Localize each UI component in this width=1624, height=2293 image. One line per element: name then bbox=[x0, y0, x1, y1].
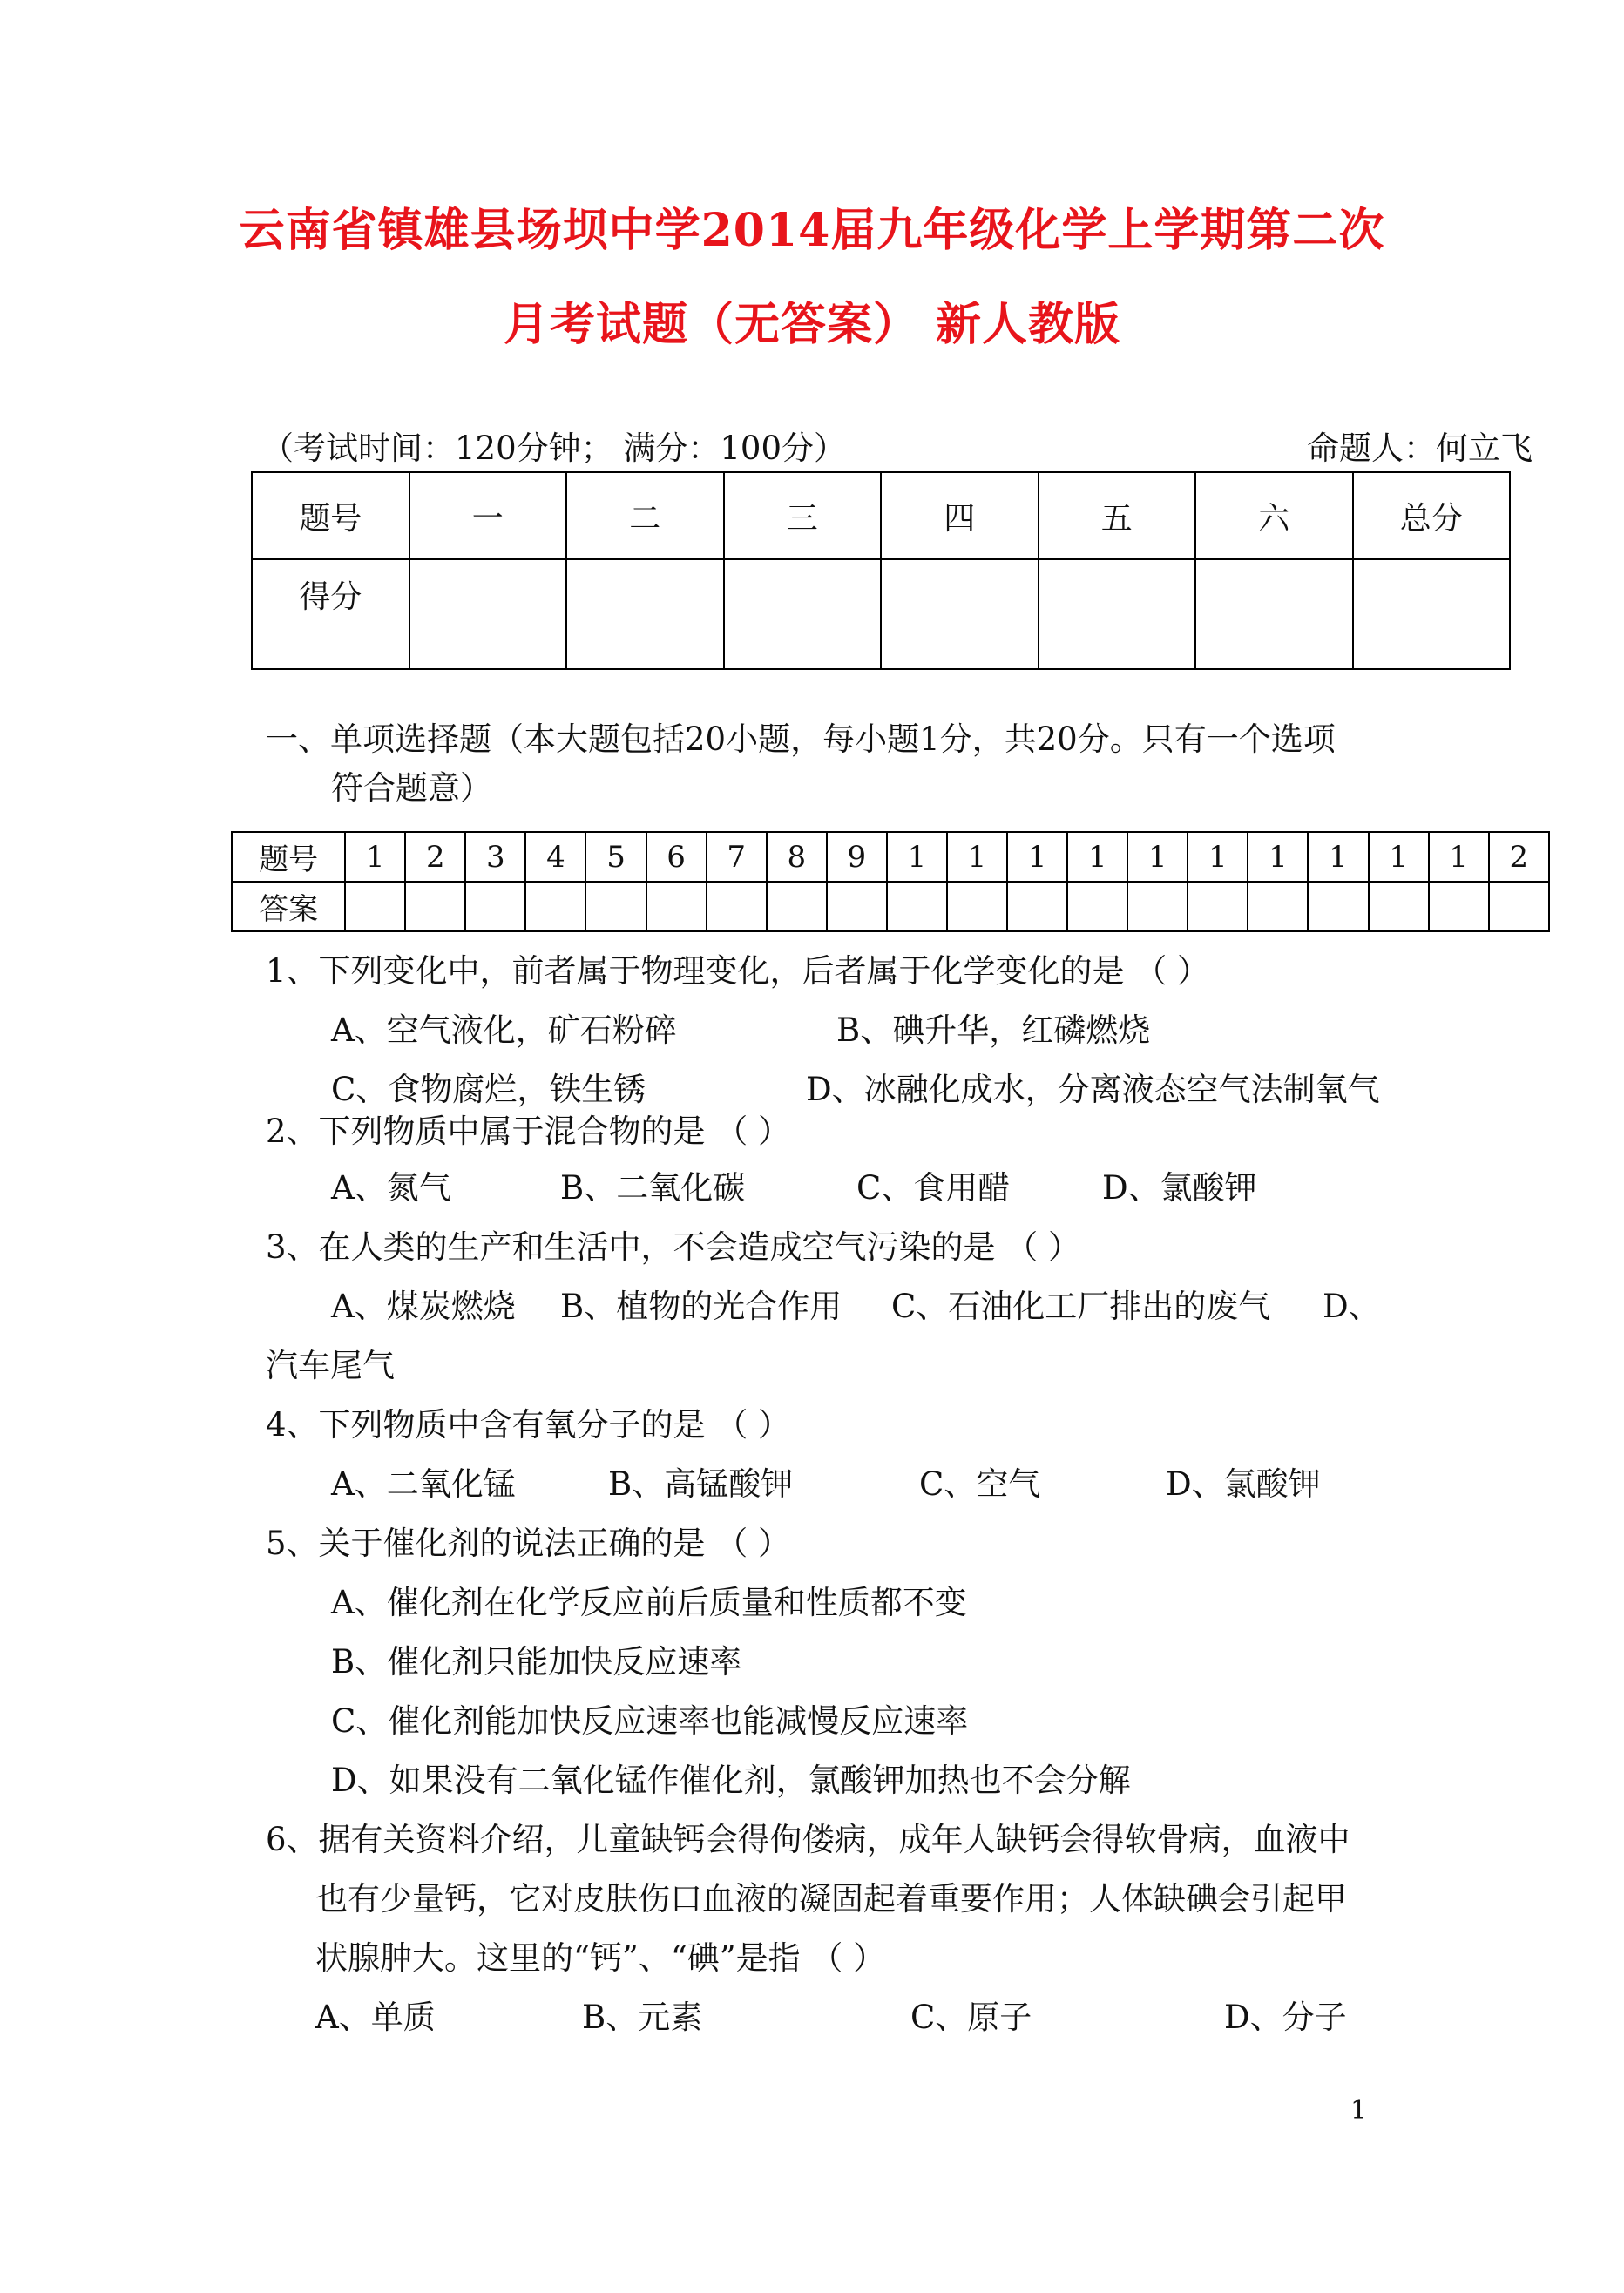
answer-cell[interactable] bbox=[1007, 882, 1067, 931]
table-cell: 三 bbox=[724, 472, 882, 559]
table-cell: 五 bbox=[1039, 472, 1196, 559]
question-2-option-b: B、二氧化碳 bbox=[560, 1169, 746, 1207]
question-6-stem-line-3: 状腺肿大。这里的“钙”、“碘”是指 （ ） bbox=[315, 1939, 886, 1977]
answer-cell[interactable] bbox=[1308, 882, 1368, 931]
score-cell[interactable] bbox=[724, 559, 882, 669]
question-number-cell: 1 bbox=[1308, 832, 1368, 882]
question-6-option-b: B、元素 bbox=[582, 1999, 703, 2036]
title-line-1: 云南省镇雄县场坝中学2014届九年级化学上学期第二次 bbox=[239, 204, 1385, 257]
answer-cell[interactable] bbox=[827, 882, 887, 931]
question-number-cell: 4 bbox=[525, 832, 585, 882]
question-5-option-c: C、催化剂能加快反应速率也能减慢反应速率 bbox=[331, 1702, 969, 1740]
question-5-option-d: D、如果没有二氧化锰作催化剂，氯酸钾加热也不会分解 bbox=[331, 1762, 1131, 1799]
question-3-option-a: A、煤炭燃烧 bbox=[331, 1288, 516, 1325]
question-5-stem: 5、关于催化剂的说法正确的是 （ ） bbox=[266, 1525, 791, 1562]
question-1-option-c: C、食物腐烂，铁生锈 bbox=[331, 1071, 646, 1108]
score-table-score-row bbox=[252, 559, 1510, 669]
answer-cell[interactable] bbox=[405, 882, 465, 931]
question-6-stem: 6、据有关资料介绍，儿童缺钙会得佝偻病，成年人缺钙会得软骨病，血液中 bbox=[266, 1821, 1350, 1858]
question-number-cell: 3 bbox=[465, 832, 525, 882]
answer-cell[interactable] bbox=[1429, 882, 1489, 931]
question-5-option-a: A、催化剂在化学反应前后质量和性质都不变 bbox=[331, 1584, 967, 1621]
question-6-option-c: C、原子 bbox=[910, 1999, 1032, 2036]
answer-cell[interactable] bbox=[465, 882, 525, 931]
table-cell: 一 bbox=[409, 472, 567, 559]
question-2-option-c: C、食用醋 bbox=[856, 1169, 1011, 1207]
section1-heading: 一、单项选择题（本大题包括20小题，每小题1分，共20分。只有一个选项 bbox=[266, 720, 1336, 758]
question-6-option-d: D、分子 bbox=[1224, 1999, 1347, 2036]
answer-table-number-row bbox=[232, 832, 1549, 882]
question-4-option-b: B、高锰酸钾 bbox=[608, 1465, 794, 1503]
table-cell: 总分 bbox=[1353, 472, 1511, 559]
score-cell[interactable] bbox=[1039, 559, 1196, 669]
question-number-cell: 5 bbox=[585, 832, 646, 882]
question-4-stem: 4、下列物质中含有氧分子的是 （ ） bbox=[266, 1406, 791, 1444]
question-number-cell: 1 bbox=[1067, 832, 1127, 882]
question-3-option-c: C、石油化工厂排出的废气 bbox=[891, 1288, 1271, 1325]
title-line-2: 月考试题（无答案） 新人教版 bbox=[503, 298, 1121, 351]
question-number-cell: 1 bbox=[947, 832, 1007, 882]
question-1-stem: 1、下列变化中，前者属于物理变化，后者属于化学变化的是 （ ） bbox=[266, 952, 1210, 990]
question-number-cell: 7 bbox=[707, 832, 767, 882]
question-6-stem-line-2: 也有少量钙，它对皮肤伤口血液的凝固起着重要作用；人体缺碘会引起甲 bbox=[315, 1880, 1347, 1918]
answer-header-label: 题号 bbox=[232, 832, 345, 882]
answer-cell[interactable] bbox=[1067, 882, 1127, 931]
answer-cell[interactable] bbox=[1188, 882, 1248, 931]
question-number-cell: 1 bbox=[1429, 832, 1489, 882]
score-label: 得分 bbox=[252, 559, 409, 669]
score-table-header-row bbox=[252, 472, 1510, 559]
question-3-option-d: D、 bbox=[1323, 1288, 1381, 1325]
question-number-cell: 1 bbox=[1248, 832, 1308, 882]
question-4-option-c: C、空气 bbox=[919, 1465, 1041, 1503]
question-4-option-d: D、氯酸钾 bbox=[1166, 1465, 1321, 1503]
question-number-cell: 1 bbox=[1369, 832, 1429, 882]
answer-cell[interactable] bbox=[345, 882, 405, 931]
question-number-cell: 9 bbox=[827, 832, 887, 882]
question-1-option-d: D、冰融化成水，分离液态空气法制氧气 bbox=[806, 1071, 1380, 1108]
answer-cell[interactable] bbox=[947, 882, 1007, 931]
answer-cell[interactable] bbox=[525, 882, 585, 931]
exam-author: 命题人：何立飞 bbox=[1307, 430, 1533, 467]
answer-cell[interactable] bbox=[707, 882, 767, 931]
score-cell[interactable] bbox=[1195, 559, 1353, 669]
answer-cell[interactable] bbox=[887, 882, 947, 931]
answer-cell[interactable] bbox=[646, 882, 707, 931]
question-number-cell: 1 bbox=[345, 832, 405, 882]
answer-label: 答案 bbox=[232, 882, 345, 931]
answer-cell[interactable] bbox=[1248, 882, 1308, 931]
question-number-cell: 1 bbox=[1007, 832, 1067, 882]
score-cell[interactable] bbox=[1353, 559, 1511, 669]
question-number-cell: 1 bbox=[887, 832, 947, 882]
question-1-option-b: B、碘升华，红磷燃烧 bbox=[836, 1011, 1151, 1049]
question-1-option-a: A、空气液化，矿石粉碎 bbox=[331, 1011, 677, 1049]
score-table bbox=[251, 471, 1511, 670]
answer-cell[interactable] bbox=[585, 882, 646, 931]
table-cell: 六 bbox=[1195, 472, 1353, 559]
question-2-stem: 2、下列物质中属于混合物的是 （ ） bbox=[266, 1113, 791, 1150]
exam-time-score: （考试时间：120分钟； 满分：100分） bbox=[261, 430, 847, 467]
section1-heading-cont: 符合题意） bbox=[331, 769, 492, 807]
question-number-cell: 8 bbox=[767, 832, 827, 882]
table-cell: 二 bbox=[566, 472, 724, 559]
question-4-option-a: A、二氧化锰 bbox=[331, 1465, 516, 1503]
question-2-option-d: D、氯酸钾 bbox=[1102, 1169, 1257, 1207]
question-number-cell: 2 bbox=[405, 832, 465, 882]
question-6-option-a: A、单质 bbox=[315, 1999, 436, 2036]
answer-cell[interactable] bbox=[1127, 882, 1188, 931]
question-5-option-b: B、催化剂只能加快反应速率 bbox=[331, 1643, 742, 1681]
page-number: 1 bbox=[1350, 2095, 1368, 2126]
score-cell[interactable] bbox=[409, 559, 567, 669]
question-number-cell: 1 bbox=[1127, 832, 1188, 882]
answer-cell[interactable] bbox=[767, 882, 827, 931]
table-cell: 四 bbox=[881, 472, 1039, 559]
question-3-option-d-cont: 汽车尾气 bbox=[266, 1347, 395, 1384]
table-cell: 题号 bbox=[252, 472, 409, 559]
score-cell[interactable] bbox=[881, 559, 1039, 669]
answer-cell[interactable] bbox=[1369, 882, 1429, 931]
answer-table-answer-row bbox=[232, 882, 1549, 931]
question-3-stem: 3、在人类的生产和生活中，不会造成空气污染的是 （ ） bbox=[266, 1228, 1081, 1266]
question-number-cell: 6 bbox=[646, 832, 707, 882]
answer-cell[interactable] bbox=[1489, 882, 1549, 931]
question-number-cell: 1 bbox=[1188, 832, 1248, 882]
question-number-cell: 2 bbox=[1489, 832, 1549, 882]
question-3-option-b: B、植物的光合作用 bbox=[560, 1288, 842, 1325]
question-2-option-a: A、氮气 bbox=[331, 1169, 451, 1207]
answer-table bbox=[231, 831, 1550, 932]
score-cell[interactable] bbox=[566, 559, 724, 669]
